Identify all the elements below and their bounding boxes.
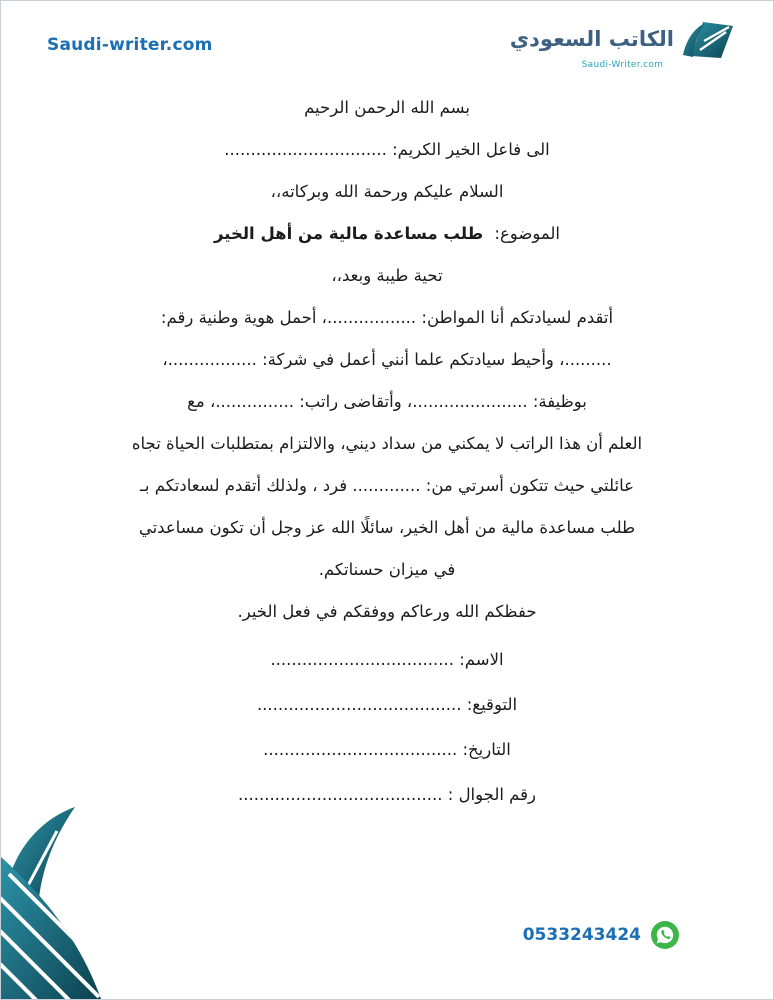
mobile-field-line: رقم الجوال : ....................................... bbox=[237, 785, 537, 804]
paragraph-line: في ميزان حسناتكم. bbox=[318, 560, 456, 579]
paragraph-line: .........، وأحيط سيادتكم علما أنني أعمل في شركة: .................، bbox=[162, 350, 612, 369]
subject-value: طلب مساعدة مالية من أهل الخير bbox=[213, 224, 484, 243]
paragraph-line: العلم أن هذا الراتب لا يمكني من سداد ديني، والالتزام بمتطلبات الحياة تجاه bbox=[131, 434, 643, 453]
subject-line bbox=[37, 213, 737, 255]
paragraph-line: عائلتي حيث تتكون أسرتي من: ............. فرد ، ولذلك أتقدم لسعادتكم بـ bbox=[140, 476, 634, 495]
logo bbox=[510, 19, 735, 70]
logo-title: الكاتب السعودي bbox=[509, 27, 674, 51]
signature-field-line: التوقيع: ....................................... bbox=[256, 695, 518, 714]
page-header bbox=[1, 1, 773, 79]
whatsapp-icon bbox=[651, 921, 679, 949]
paragraph-line: طلب مساعدة مالية من أهل الخير، سائلًا الله عز وجل أن تكون مساعدتي bbox=[138, 518, 636, 537]
paragraph-line: أتقدم لسيادتكم أنا المواطن: .................، أحمل هوية وطنية رقم: bbox=[160, 308, 614, 327]
contact-row bbox=[523, 921, 679, 949]
brand-text: Saudi-writer.com bbox=[47, 35, 213, 55]
logo-row bbox=[510, 19, 735, 59]
letter-body bbox=[1, 87, 773, 817]
recipient-line: الى فاعل الخير الكريم: ............................... bbox=[224, 140, 550, 159]
fields-block bbox=[37, 637, 737, 817]
date-field-line: التاريخ: ..................................... bbox=[263, 740, 511, 759]
brand-watermark-icon bbox=[1, 799, 131, 999]
book-pen-logo-icon bbox=[681, 19, 735, 59]
closing-prayer-line: حفظكم الله ورعاكم ووفقكم في فعل الخير. bbox=[237, 602, 537, 621]
paragraph-line: بوظيفة: ......................، وأتقاضى راتب: ...............، مع bbox=[187, 392, 587, 411]
subject-label: الموضوع: bbox=[494, 224, 561, 243]
greeting-line: تحية طيبة وبعد،، bbox=[331, 266, 443, 285]
name-field-line: الاسم: ................................... bbox=[270, 650, 504, 669]
bismillah-line: بسم الله الرحمن الرحيم bbox=[304, 98, 470, 117]
salutation-line: السلام عليكم ورحمة الله وبركاته،، bbox=[270, 182, 504, 201]
logo-subtitle: Saudi-Writer.com bbox=[581, 60, 664, 70]
phone-number: 0533243424 bbox=[522, 925, 641, 945]
